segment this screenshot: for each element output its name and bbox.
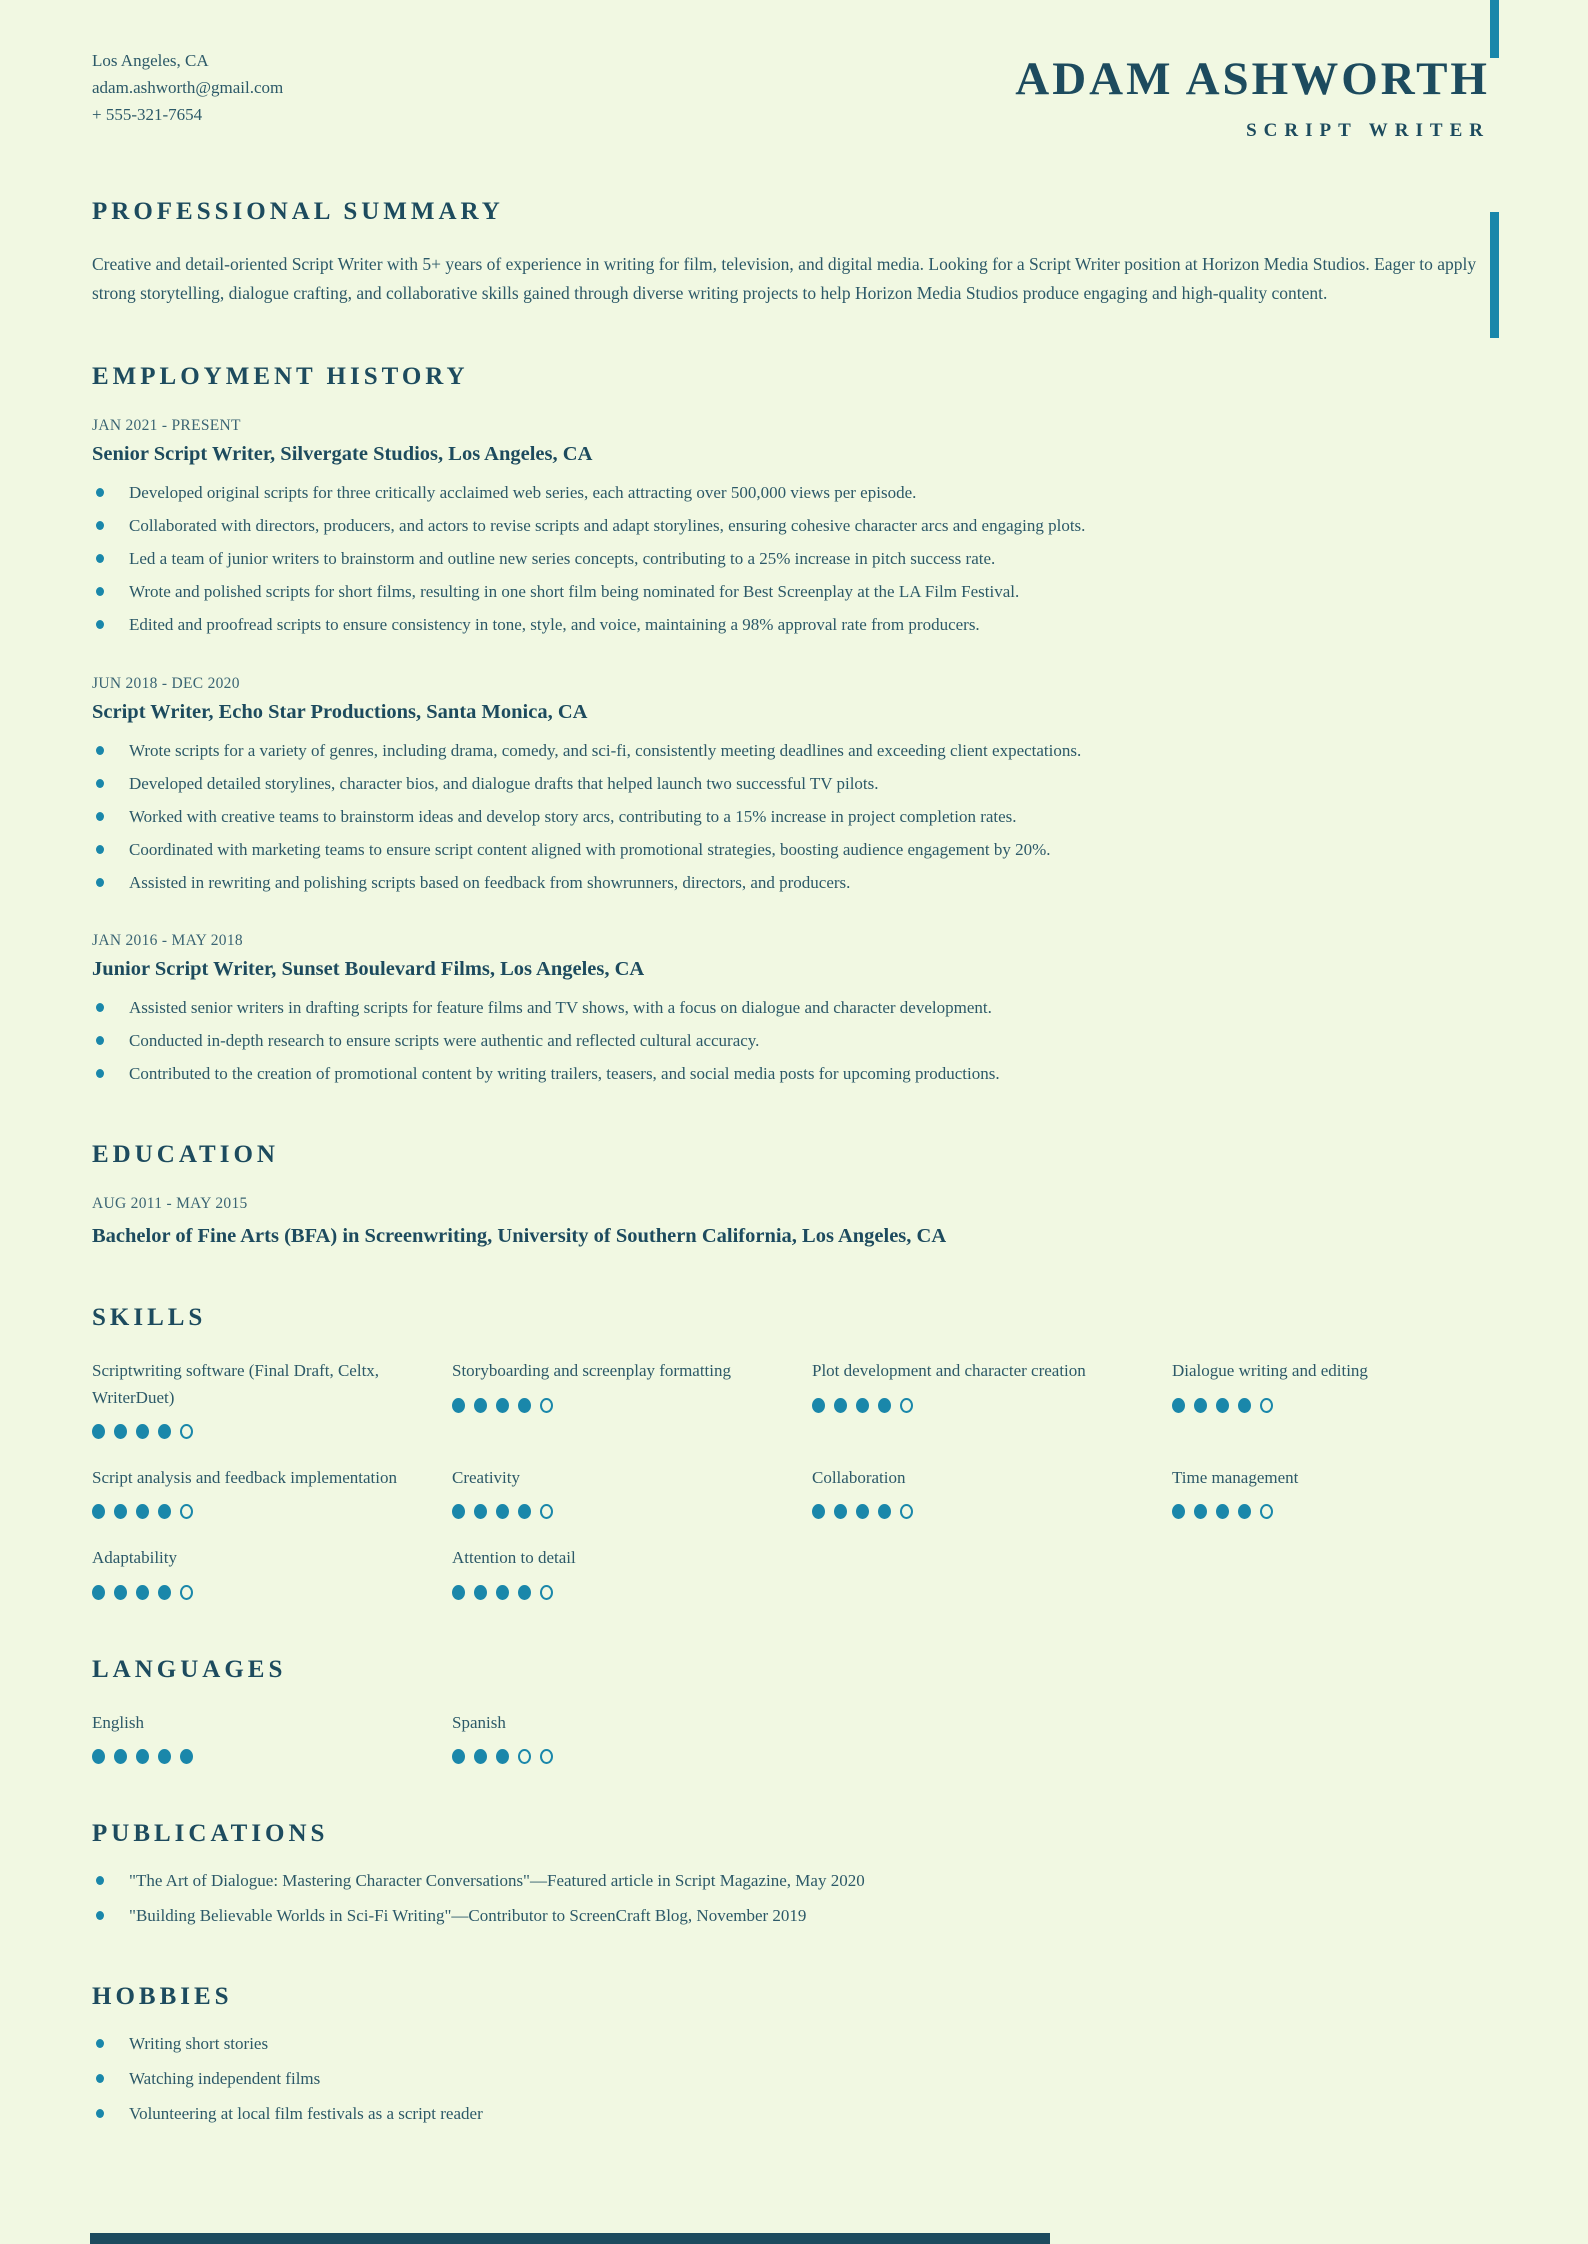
rating-dot-filled	[92, 1585, 105, 1600]
list-item	[92, 2033, 1490, 2055]
rating-dot-filled	[474, 1504, 487, 1519]
bullet-text: Developed original scripts for three critically acclaimed web series, each attracting over 500,000 views per episode.	[129, 483, 917, 503]
rating-dot-filled	[856, 1504, 869, 1519]
list-item	[92, 1030, 1490, 1052]
publications-heading: PUBLICATIONS	[92, 1819, 329, 1847]
skill-item	[452, 1358, 770, 1412]
jobs	[92, 417, 1490, 1085]
list-item	[92, 839, 1490, 861]
name-block	[1015, 55, 1490, 142]
rating-dot-filled	[114, 1585, 127, 1600]
list-item	[92, 1063, 1490, 1085]
skill-label: Dialogue writing and editing	[1172, 1361, 1368, 1381]
bullet-text: Wrote scripts for a variety of genres, including drama, comedy, and sci-fi, consistently meeting deadlines and exceeding client expectations.	[129, 740, 1082, 760]
rating-dots	[452, 1585, 770, 1600]
rating-dot-empty	[540, 1504, 553, 1519]
bullet-icon	[96, 1876, 104, 1885]
rating-dots	[812, 1504, 1130, 1519]
rating-dot-filled	[1172, 1504, 1185, 1519]
skill-label: Adaptability	[92, 1548, 177, 1568]
rating-dot-filled	[452, 1749, 465, 1764]
job-bullets	[92, 997, 1490, 1085]
rating-dot-empty	[1260, 1504, 1273, 1519]
section-publications	[92, 1820, 1490, 1927]
rating-dot-filled	[1216, 1398, 1229, 1413]
rating-dot-filled	[518, 1398, 531, 1413]
skill-label: Plot development and character creation	[812, 1361, 1086, 1381]
rating-dot-filled	[114, 1749, 127, 1764]
bullet-text: Assisted senior writers in drafting scripts for feature films and TV shows, with a focus on dialogue and character development.	[129, 997, 992, 1017]
rating-dot-filled	[136, 1504, 149, 1519]
rating-dots	[92, 1504, 410, 1519]
bullet-icon	[96, 554, 104, 563]
rating-dot-empty	[900, 1398, 913, 1413]
rating-dot-empty	[518, 1749, 531, 1764]
rating-dot-filled	[1194, 1398, 1207, 1413]
right-accent-bar-top	[1490, 0, 1499, 58]
bullet-text: Watching independent films	[129, 2069, 321, 2089]
rating-dot-filled	[496, 1504, 509, 1519]
bullet-icon	[96, 779, 104, 788]
rating-dot-filled	[1194, 1504, 1207, 1519]
bullet-text: Writing short stories	[129, 2034, 269, 2054]
skill-item	[92, 1710, 410, 1764]
education-heading: EDUCATION	[92, 1141, 279, 1169]
rating-dots	[452, 1504, 770, 1519]
job-dates: JUN 2018 - DEC 2020	[92, 674, 240, 692]
rating-dot-filled	[518, 1504, 531, 1519]
bullet-text: Contributed to the creation of promotional content by writing trailers, teasers, and social media posts for upcoming productions.	[129, 1064, 1000, 1084]
bullet-icon	[96, 2109, 104, 2118]
rating-dot-filled	[136, 1424, 149, 1439]
skill-label: Creativity	[452, 1467, 520, 1487]
rating-dot-filled	[856, 1398, 869, 1413]
job-entry	[92, 932, 1490, 1085]
contact-phone: + 555-321-7654	[92, 105, 203, 125]
job-dates: JAN 2021 - PRESENT	[92, 417, 241, 435]
skill-item	[1172, 1465, 1490, 1519]
list-item	[92, 482, 1490, 504]
employment-heading: EMPLOYMENT HISTORY	[92, 363, 469, 391]
bottom-accent-bar	[90, 2233, 1050, 2244]
list-item	[92, 806, 1490, 828]
rating-dot-filled	[114, 1424, 127, 1439]
rating-dot-filled	[496, 1749, 509, 1764]
list-item	[92, 997, 1490, 1019]
rating-dot-empty	[180, 1424, 193, 1439]
skills-heading: SKILLS	[92, 1304, 207, 1332]
rating-dot-filled	[812, 1398, 825, 1413]
education-degree: Bachelor of Fine Arts (BFA) in Screenwriting, University of Southern California, Los Angeles, CA	[92, 1225, 947, 1248]
rating-dot-filled	[136, 1749, 149, 1764]
job-bullets	[92, 740, 1490, 894]
rating-dots	[812, 1398, 1130, 1413]
bullet-text: Volunteering at local film festivals as a script reader	[129, 2104, 483, 2124]
list-item	[92, 1870, 1490, 1892]
rating-dot-filled	[878, 1398, 891, 1413]
job-entry	[92, 675, 1490, 894]
section-professional-summary	[92, 198, 1490, 307]
bullet-text: "Building Believable Worlds in Sci-Fi Writing"—Contributor to ScreenCraft Blog, November 2019	[129, 1906, 807, 1926]
rating-dot-filled	[158, 1504, 171, 1519]
section-languages	[92, 1656, 1490, 1764]
rating-dot-filled	[136, 1585, 149, 1600]
rating-dot-empty	[180, 1504, 193, 1519]
rating-dot-empty	[180, 1585, 193, 1600]
rating-dot-filled	[452, 1398, 465, 1413]
list-item	[92, 1905, 1490, 1927]
skill-item	[1172, 1358, 1490, 1412]
rating-dots	[1172, 1504, 1490, 1519]
list-item	[92, 614, 1490, 636]
rating-dot-filled	[158, 1585, 171, 1600]
rating-dot-filled	[518, 1585, 531, 1600]
rating-dot-filled	[114, 1504, 127, 1519]
rating-dot-filled	[878, 1504, 891, 1519]
bullet-text: Assisted in rewriting and polishing scripts based on feedback from showrunners, directors, and producers.	[129, 872, 851, 892]
publications-list	[92, 1870, 1490, 1927]
rating-dot-empty	[540, 1398, 553, 1413]
rating-dot-empty	[900, 1504, 913, 1519]
bullet-text: Worked with creative teams to brainstorm ideas and develop story arcs, contributing to a 15% increase in project completion rates.	[129, 806, 1017, 826]
list-item	[92, 515, 1490, 537]
rating-dot-filled	[474, 1398, 487, 1413]
bullet-text: "The Art of Dialogue: Mastering Character Conversations"—Featured article in Script Magazine, May 2020	[129, 1870, 865, 1890]
summary-heading: PROFESSIONAL SUMMARY	[92, 198, 504, 226]
candidate-title: SCRIPT WRITER	[1246, 120, 1490, 142]
list-item	[92, 548, 1490, 570]
skill-label: English	[92, 1712, 144, 1732]
rating-dot-filled	[92, 1424, 105, 1439]
skill-label: Scriptwriting software (Final Draft, Celtx, WriterDuet)	[92, 1361, 380, 1407]
skill-label: Time management	[1172, 1467, 1299, 1487]
skill-label: Storyboarding and screenplay formatting	[452, 1361, 732, 1381]
rating-dot-empty	[540, 1749, 553, 1764]
bullet-icon	[96, 2039, 104, 2048]
rating-dot-filled	[496, 1585, 509, 1600]
contact-location: Los Angeles, CA	[92, 51, 209, 70]
skill-label: Script analysis and feedback implementation	[92, 1467, 397, 1487]
bullet-icon	[96, 878, 104, 887]
languages-grid	[92, 1710, 1490, 1764]
rating-dot-filled	[834, 1504, 847, 1519]
bullet-icon	[96, 1911, 104, 1920]
list-item	[92, 740, 1490, 762]
rating-dot-filled	[812, 1504, 825, 1519]
bullet-icon	[96, 812, 104, 821]
bullet-text: Led a team of junior writers to brainstorm and outline new series concepts, contributing to a 25% increase in pitch success rate.	[129, 549, 996, 569]
list-item	[92, 872, 1490, 894]
skills-grid	[92, 1358, 1490, 1599]
bullet-icon	[96, 587, 104, 596]
hobbies-heading: HOBBIES	[92, 1983, 233, 2011]
contact-block	[92, 45, 283, 129]
skill-label: Collaboration	[812, 1467, 906, 1487]
skill-item	[92, 1465, 410, 1519]
job-bullets	[92, 482, 1490, 636]
education-dates: AUG 2011 - MAY 2015	[92, 1195, 248, 1213]
rating-dot-filled	[1238, 1504, 1251, 1519]
skill-item	[452, 1465, 770, 1519]
section-hobbies	[92, 1983, 1490, 2125]
header	[92, 45, 1490, 142]
list-item	[92, 2068, 1490, 2090]
list-item	[92, 2103, 1490, 2125]
job-title: Senior Script Writer, Silvergate Studios, Los Angeles, CA	[92, 443, 593, 466]
summary-text: Creative and detail-oriented Script Writer with 5+ years of experience in writing for film, television, and digital media. Looking for a Script Writer position at Horizon Media Studios. Eager to apply strong storytelling, dialogue crafting, and collaborative skills gained through diverse writing projects to help Horizon Media Studios produce engaging and high-quality content.	[92, 254, 1477, 303]
bullet-text: Developed detailed storylines, character bios, and dialogue drafts that helped launch two successful TV pilots.	[129, 773, 879, 793]
bullet-icon	[96, 746, 104, 755]
rating-dots	[92, 1424, 410, 1439]
rating-dot-empty	[1260, 1398, 1273, 1413]
rating-dot-filled	[92, 1504, 105, 1519]
bullet-text: Coordinated with marketing teams to ensure script content aligned with promotional strategies, boosting audience engagement by 20%.	[129, 839, 1051, 859]
bullet-icon	[96, 1036, 104, 1045]
candidate-name: ADAM ASHWORTH	[1015, 53, 1490, 105]
rating-dot-filled	[1238, 1398, 1251, 1413]
rating-dot-filled	[452, 1504, 465, 1519]
skill-item	[812, 1358, 1130, 1412]
rating-dot-filled	[180, 1749, 193, 1764]
section-employment-history	[92, 363, 1490, 1085]
skill-item	[92, 1545, 410, 1599]
list-item	[92, 773, 1490, 795]
rating-dot-empty	[540, 1585, 553, 1600]
bullet-icon	[96, 1003, 104, 1012]
rating-dot-filled	[92, 1749, 105, 1764]
skill-label: Spanish	[452, 1712, 506, 1732]
skill-item	[452, 1545, 770, 1599]
skill-item	[452, 1710, 770, 1764]
bullet-icon	[96, 488, 104, 497]
rating-dot-filled	[474, 1749, 487, 1764]
rating-dot-filled	[1216, 1504, 1229, 1519]
rating-dot-filled	[834, 1398, 847, 1413]
rating-dot-filled	[452, 1585, 465, 1600]
bullet-icon	[96, 521, 104, 530]
bullet-icon	[96, 1069, 104, 1078]
rating-dots	[452, 1398, 770, 1413]
rating-dots	[92, 1749, 410, 1764]
bullet-text: Edited and proofread scripts to ensure consistency in tone, style, and voice, maintaining a 98% approval rate from producers.	[129, 615, 980, 635]
job-title: Junior Script Writer, Sunset Boulevard Films, Los Angeles, CA	[92, 957, 645, 980]
skill-label: Attention to detail	[452, 1548, 576, 1568]
skill-item	[92, 1358, 410, 1439]
job-title: Script Writer, Echo Star Productions, Santa Monica, CA	[92, 700, 588, 723]
section-skills	[92, 1304, 1490, 1599]
section-education	[92, 1141, 1490, 1248]
rating-dots	[92, 1585, 410, 1600]
job-entry	[92, 417, 1490, 636]
right-accent-bar-middle	[1490, 212, 1499, 338]
rating-dot-filled	[158, 1749, 171, 1764]
hobbies-list	[92, 2033, 1490, 2125]
bullet-icon	[96, 845, 104, 854]
contact-email: adam.ashworth@gmail.com	[92, 78, 284, 98]
rating-dots	[1172, 1398, 1490, 1413]
rating-dot-filled	[1172, 1398, 1185, 1413]
job-dates: JAN 2016 - MAY 2018	[92, 931, 243, 949]
skill-item	[812, 1465, 1130, 1519]
bullet-icon	[96, 2074, 104, 2083]
bullet-text: Collaborated with directors, producers, and actors to revise scripts and adapt storylines, ensuring cohesive character arcs and engaging plots.	[129, 516, 1086, 536]
languages-heading: LANGUAGES	[92, 1655, 287, 1683]
rating-dot-filled	[158, 1424, 171, 1439]
bullet-icon	[96, 620, 104, 629]
bullet-text: Wrote and polished scripts for short films, resulting in one short film being nominated for Best Screenplay at the LA Film Festival.	[129, 582, 1020, 602]
rating-dot-filled	[496, 1398, 509, 1413]
list-item	[92, 581, 1490, 603]
rating-dot-filled	[474, 1585, 487, 1600]
rating-dots	[452, 1749, 770, 1764]
bullet-text: Conducted in-depth research to ensure scripts were authentic and reflected cultural accuracy.	[129, 1031, 760, 1051]
